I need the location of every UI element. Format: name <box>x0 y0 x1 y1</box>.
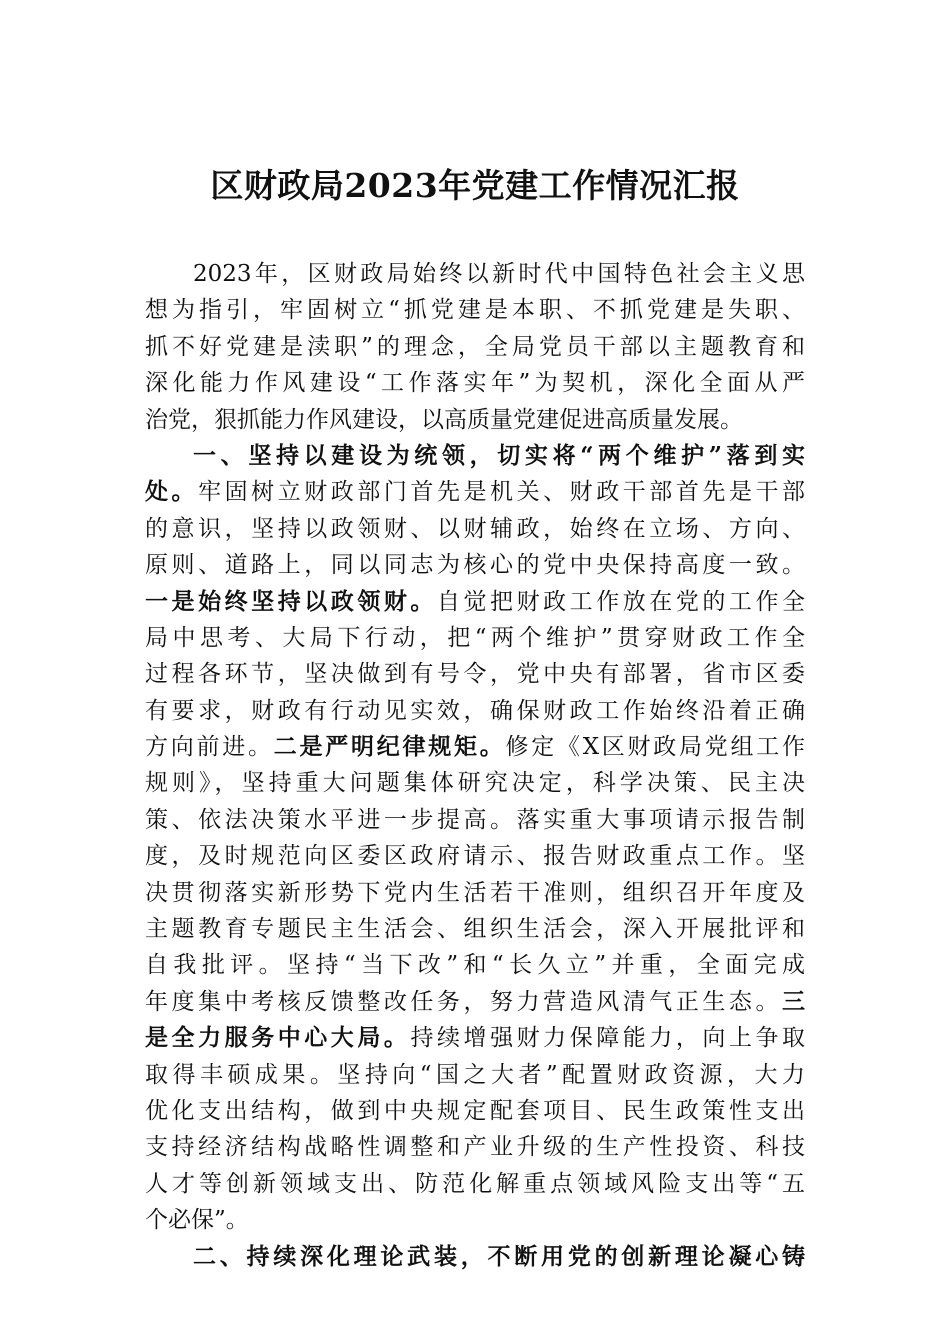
section-1-line <box>145 1202 805 1238</box>
text-run: 方向前进。 <box>145 734 274 761</box>
text-run: 局中思考、大局下行动，把“两个维护”贯穿财政工作全 <box>145 624 805 651</box>
text-run: 决贯彻落实新形势下党内生活若干准则，组织召开年度及 <box>145 879 805 906</box>
text-run: 人才等创新领域支出、防范化解重点领域风险支出等“五 <box>145 1170 805 1197</box>
subpoint-2-heading: 二是严明纪律规矩。 <box>273 733 506 761</box>
text-run: 优化支出结构，做到中央规定配套项目、民生政策性支出 <box>145 1097 805 1124</box>
section-1-line <box>145 947 805 983</box>
text-run: 主题教育专题民主生活会、组织生活会，深入开展批评和 <box>145 916 805 943</box>
section-1-line <box>145 838 805 874</box>
section-1-line <box>145 729 805 765</box>
section-1-line <box>145 802 805 838</box>
section-2-heading-line <box>145 1239 805 1275</box>
text-run: 策、依法决策水平进一步提高。落实重大事项请示报告制 <box>145 806 805 833</box>
paragraph-1-line <box>145 402 805 438</box>
section-1-line <box>145 620 805 656</box>
text-run: 2023年，区财政局始终以新时代中国特色社会主义思 <box>193 261 805 287</box>
section-1-line <box>145 911 805 947</box>
text-run: 自觉把财政工作放在党的工作全 <box>436 588 805 615</box>
paragraph-1-line <box>145 329 805 365</box>
text-run: 的意识，坚持以政领财、以财辅政，始终在立场、方向、 <box>145 515 805 542</box>
section-1-line <box>145 1129 805 1165</box>
document-title: 区财政局2023年党建工作情况汇报 <box>210 166 740 205</box>
text-run: 过程各环节，坚决做到有号令，党中央有部署，省市区委 <box>145 661 805 688</box>
section-1-line <box>145 511 805 547</box>
text-run: 原则、道路上，同以同志为核心的党中央保持高度一致。 <box>145 552 805 579</box>
section-1-line <box>145 656 805 692</box>
text-run: 治党，狠抓能力作风建设，以高质量党建促进高质量发展。 <box>145 406 743 433</box>
section-1-line <box>145 1057 805 1093</box>
text-run: 想为指引，牢固树立“抓党建是本职、不抓党建是失职、 <box>145 297 805 324</box>
subpoint-3-heading: 是全力服务中心大局。 <box>145 1024 411 1052</box>
section-1-line <box>145 1166 805 1202</box>
section-1-line <box>145 474 805 510</box>
section-1-line <box>145 693 805 729</box>
section-1-heading-tail: 处。 <box>145 478 199 506</box>
text-run: 个必保”。 <box>145 1207 249 1234</box>
section-1-line <box>145 584 805 620</box>
subpoint-3-heading-start: 三 <box>782 987 805 1015</box>
text-run: 有要求，财政有行动见实效，确保财政工作始终沿着正确 <box>145 697 805 724</box>
text-run: 修定《X区财政局党组工作 <box>505 734 805 761</box>
text-run: 年度集中考核反馈整改任务，努力营造风清气正生态。 <box>145 988 782 1015</box>
text-run: 规则》，坚持重大问题集体研究决定，科学决策、民主决 <box>145 770 805 797</box>
section-1-heading: 一、坚持以建设为统领，切实将“两个维护”落到实 <box>193 441 805 469</box>
section-1-line <box>145 547 805 583</box>
paragraph-1-line <box>145 292 805 328</box>
section-1-line <box>145 1020 805 1056</box>
text-run: 度，及时规范向区委区政府请示、报告财政重点工作。坚 <box>145 843 805 870</box>
section-1-line <box>145 1093 805 1129</box>
text-run: 抓不好党建是渎职”的理念，全局党员干部以主题教育和 <box>145 333 805 360</box>
section-1-line <box>145 984 805 1020</box>
document-body <box>145 256 805 1275</box>
text-run: 自我批评。坚持“当下改”和“长久立”并重，全面完成 <box>145 952 805 979</box>
section-2-heading: 二、持续深化理论武装，不断用党的创新理论凝心铸 <box>193 1242 805 1270</box>
section-1-heading-line <box>145 438 805 474</box>
section-1-line <box>145 765 805 801</box>
text-run: 支持经济结构战略性调整和产业升级的生产性投资、科技 <box>145 1134 805 1161</box>
paragraph-1-line <box>145 365 805 401</box>
section-1-line <box>145 875 805 911</box>
paragraph-1-line <box>145 256 805 292</box>
subpoint-1-heading: 一是始终坚持以政领财。 <box>145 587 437 615</box>
text-run: 取得丰硕成果。坚持向“国之大者”配置财政资源，大力 <box>145 1061 805 1088</box>
text-run: 牢固树立财政部门首先是机关、财政干部首先是干部 <box>198 479 805 506</box>
text-run: 深化能力作风建设“工作落实年”为契机，深化全面从严 <box>145 370 805 397</box>
text-run: 持续增强财力保障能力，向上争取 <box>410 1025 805 1052</box>
